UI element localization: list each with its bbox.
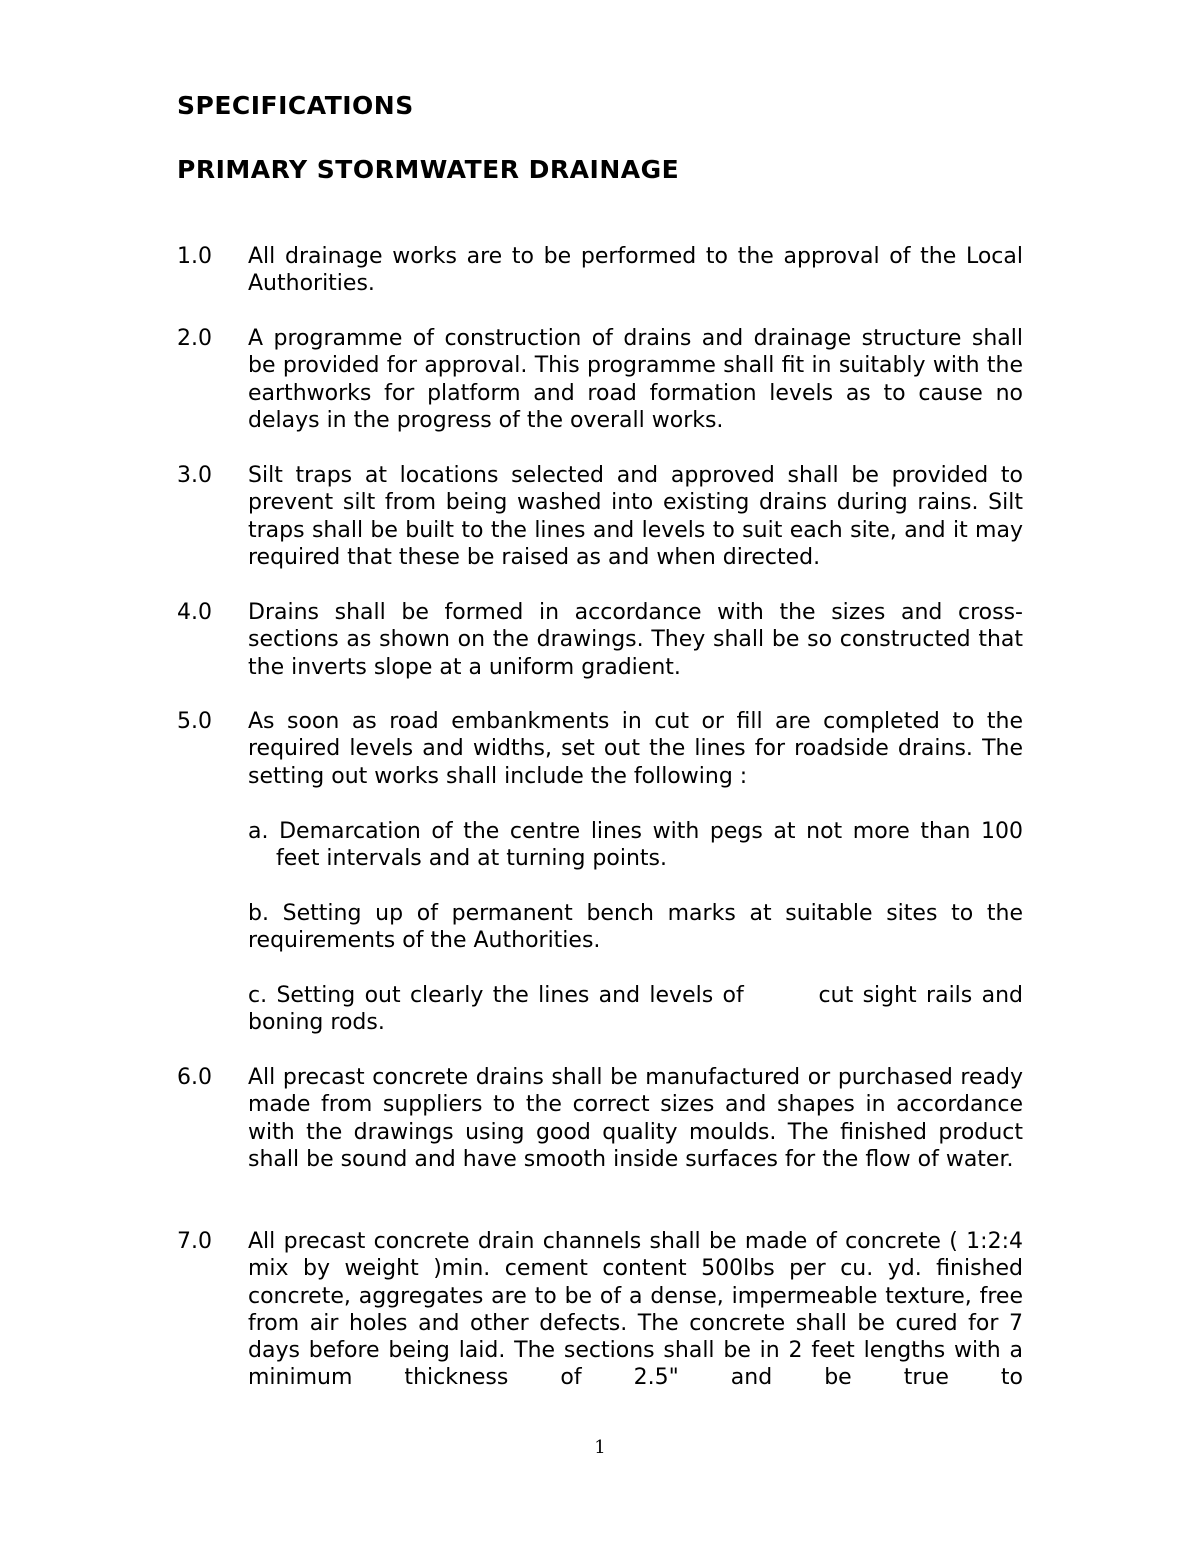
clause-number: 3.0 <box>177 463 212 488</box>
clause-2 <box>177 325 1023 434</box>
clause-1 <box>177 243 1023 298</box>
clause-text: Silt traps at locations selected and approved shall be provided to prevent silt from being washed into existing drains during rains. Silt traps shall be built to the lines and levels to suit each site, and it may required that these be raised as and when directed. <box>248 463 1023 570</box>
page-number: 1 <box>594 1437 606 1458</box>
clause-6 <box>177 1064 1023 1173</box>
clause-7 <box>177 1228 1023 1392</box>
subclause-c: c. Setting out clearly the lines and levels of cut sight rails and boning rods. <box>248 983 1030 1036</box>
clause-4 <box>177 599 1023 681</box>
clause-text: Drains shall be formed in accordance with the sizes and cross-sections as shown on the drawings. They shall be so constructed that the inverts slope at a uniform gradient. <box>248 600 1023 680</box>
clause-text: All precast concrete drain channels shall be made of concrete ( 1:2:4 mix by weight )min. cement content 500lbs per cu. yd. finished concrete, aggregates are to be of a dense, impermeable texture, free from air holes and other defects. The concrete shall be cured for 7 days before being laid. The sections shall be in 2 feet lengths with a minimum thickness of 2.5" and be true to <box>248 1229 1023 1391</box>
clause-number: 5.0 <box>177 709 212 734</box>
clause-number: 2.0 <box>177 326 212 351</box>
subclause-a: a. Demarcation of the centre lines with pegs at not more than 100 feet intervals and at turning points. <box>248 819 1023 872</box>
subclause-b: b. Setting up of permanent bench marks at suitable sites to the requirements of the Authorities. <box>248 901 1023 954</box>
clause-number: 4.0 <box>177 600 212 625</box>
clause-5 <box>177 708 1023 790</box>
clause-number: 1.0 <box>177 244 212 269</box>
clause-number: 7.0 <box>177 1229 212 1254</box>
clause-3 <box>177 462 1023 571</box>
document-subtitle: PRIMARY STORMWATER DRAINAGE <box>177 155 680 184</box>
clause-number: 6.0 <box>177 1065 212 1090</box>
clause-text: A programme of construction of drains and drainage structure shall be provided for approval. This programme shall fit in suitably with the earthworks for platform and road formation levels as to cause no delays in the progress of the overall works. <box>248 326 1023 433</box>
document-title: SPECIFICATIONS <box>177 91 414 120</box>
clause-text: As soon as road embankments in cut or fill are completed to the required levels and widths, set out the lines for roadside drains. The setting out works shall include the following : <box>248 709 1023 789</box>
clause-text: All drainage works are to be performed to the approval of the Local Authorities. <box>248 244 1023 297</box>
clause-text: All precast concrete drains shall be manufactured or purchased ready made from suppliers to the correct sizes and shapes in accordance with the drawings using good quality moulds. The finished product shall be sound and have smooth inside surfaces for the flow of water. <box>248 1065 1023 1172</box>
